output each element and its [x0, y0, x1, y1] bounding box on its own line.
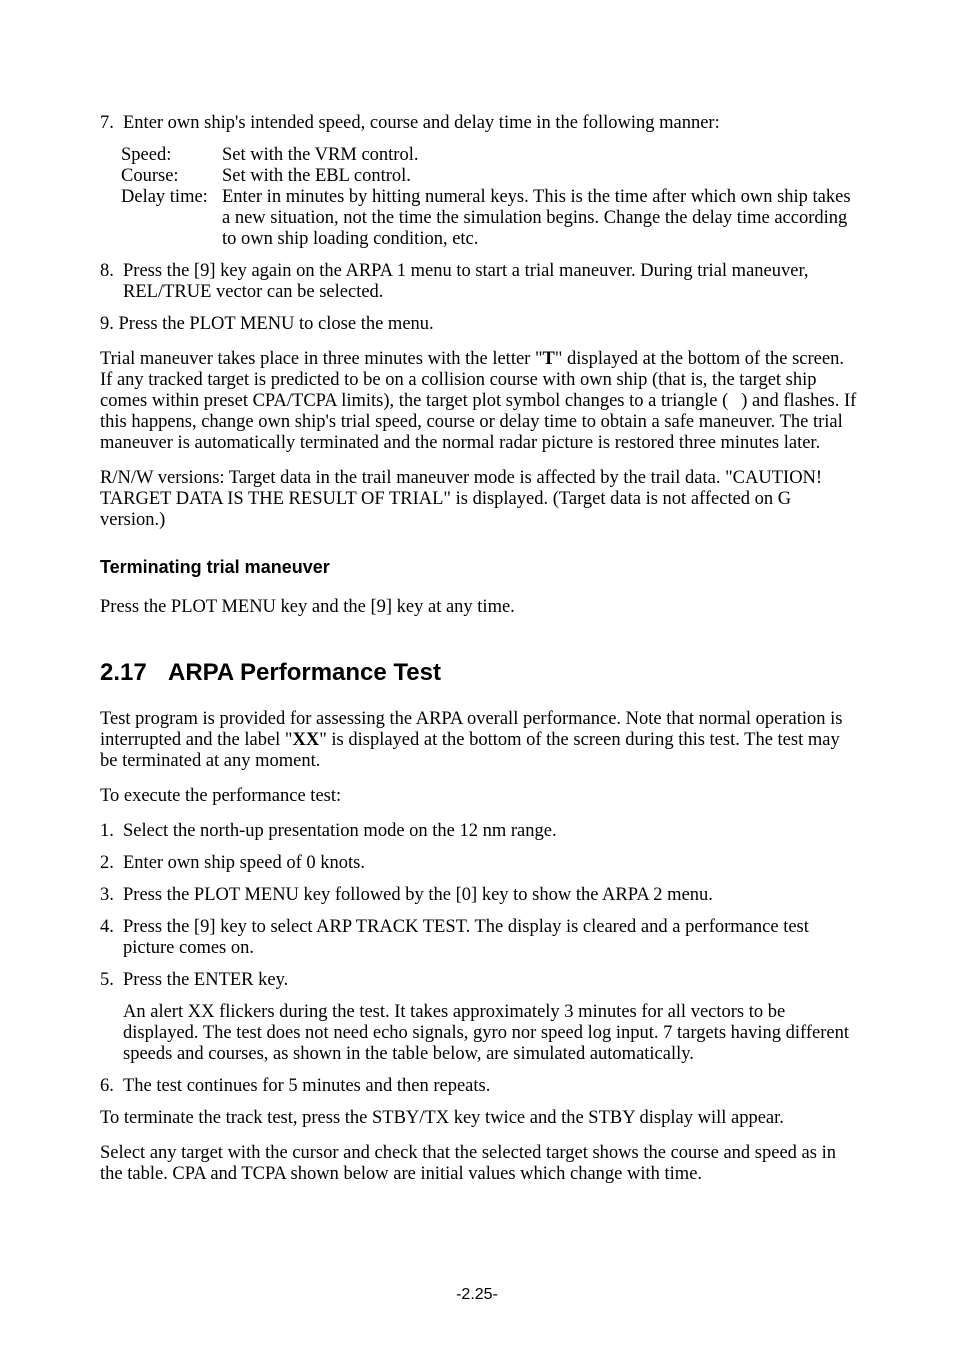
- step-text: The test continues for 5 minutes and then repeats.: [123, 1076, 491, 1096]
- step-text: Press the ENTER key.: [123, 970, 289, 990]
- trial-maneuver-paragraph: Trial maneuver takes place in three minutes with the letter "T" displayed at the bottom of the screen. If any tracked target is predicted to be on a collision course with own ship (that is, the target ship comes within preset CPA/TCPA limits), the target plot symbol changes to a triangle ( ) and flashes. If this happens, change own ship's trial speed, course or delay time to obtain a safe maneuver. The trial maneuver is automatically terminated and the normal radar picture is restored three minutes later.: [100, 349, 857, 453]
- definition-term: Course:: [121, 166, 179, 186]
- section-number: 2.17: [100, 659, 147, 686]
- definition-term: Speed:: [121, 145, 172, 165]
- definition-desc: Set with the EBL control.: [222, 166, 411, 186]
- list-item-step-1: [100, 821, 860, 842]
- rnw-versions-paragraph: R/N/W versions: Target data in the trail maneuver mode is affected by the trail data. "CAUTION! TARGET DATA IS THE RESULT OF TRIAL" is displayed. (Target data is not affected on G version.): [100, 468, 823, 530]
- subheading-terminating: Terminating trial maneuver: [100, 557, 330, 577]
- step-number: 3.: [100, 885, 114, 905]
- step-number: 2.: [100, 853, 114, 873]
- step-number: 1.: [100, 821, 114, 841]
- definition-row-delay-time: [121, 187, 860, 250]
- list-item-step-8: [100, 261, 860, 303]
- definition-row-course: [121, 166, 860, 187]
- definition-row-speed: [121, 145, 860, 166]
- section-heading: [100, 658, 860, 688]
- step-9-text: 9. Press the PLOT MENU to close the menu.: [100, 314, 434, 334]
- section-title: ARPA Performance Test: [168, 659, 441, 686]
- terminate-paragraph: Press the PLOT MENU key and the [9] key at any time.: [100, 597, 515, 617]
- list-item-step-5: [100, 970, 860, 991]
- step-text: Press the PLOT MENU key followed by the [0] key to show the ARPA 2 menu.: [123, 885, 713, 905]
- select-target-paragraph: Select any target with the cursor and check that the selected target shows the course and speed as in the table. CPA and TCPA shown below are initial values which change with time.: [100, 1143, 836, 1184]
- track-terminate-paragraph: To terminate the track test, press the STBY/TX key twice and the STBY display will appear.: [100, 1108, 784, 1128]
- definition-term: Delay time:: [121, 187, 208, 207]
- list-item-step-2: [100, 853, 860, 874]
- step-text: Select the north-up presentation mode on the 12 nm range.: [123, 821, 557, 841]
- step-number: 5.: [100, 970, 114, 990]
- step-number: 7.: [100, 113, 114, 133]
- page-number: -2.25-: [456, 1286, 498, 1303]
- list-item-step-3: [100, 885, 860, 906]
- definition-desc: Set with the VRM control.: [222, 145, 419, 165]
- step-text: Press the [9] key again on the ARPA 1 menu to start a trial maneuver. During trial maneuver, REL/TRUE vector can be selected.: [123, 261, 809, 302]
- xx-label: XX: [292, 730, 320, 750]
- step-text: Press the [9] key to select ARP TRACK TEST. The display is cleared and a performance test picture comes on.: [123, 917, 809, 958]
- list-item-step-7: [100, 113, 860, 134]
- execute-paragraph: To execute the performance test:: [100, 786, 342, 806]
- step-5-note: An alert XX flickers during the test. It takes approximately 3 minutes for all vectors to be displayed. The test does not need echo signals, gyro nor speed log input. 7 targets having different speeds and courses, as shown in the table below, are simulated automatically.: [123, 1002, 849, 1064]
- intro-paragraph: Test program is provided for assessing the ARPA overall performance. Note that normal operation is interrupted and the label "XX" is displayed at the bottom of the screen during this test. The test may be terminated at any moment.: [100, 709, 843, 771]
- trial-letter: T: [542, 349, 555, 369]
- definition-desc: Enter in minutes by hitting numeral keys. This is the time after which own ship takes a new situation, not the time the simulation begins. Change the delay time according to own ship loading condition, etc.: [222, 187, 851, 249]
- list-item-step-4: [100, 917, 860, 959]
- definition-list: [121, 145, 860, 250]
- document-body: [100, 113, 860, 1199]
- list-item-step-6: [100, 1076, 860, 1097]
- step-number: 6.: [100, 1076, 114, 1096]
- step-number: 4.: [100, 917, 114, 937]
- step-number: 8.: [100, 261, 114, 281]
- step-text: Enter own ship speed of 0 knots.: [123, 853, 366, 873]
- step-text: Enter own ship's intended speed, course and delay time in the following manner:: [123, 113, 720, 133]
